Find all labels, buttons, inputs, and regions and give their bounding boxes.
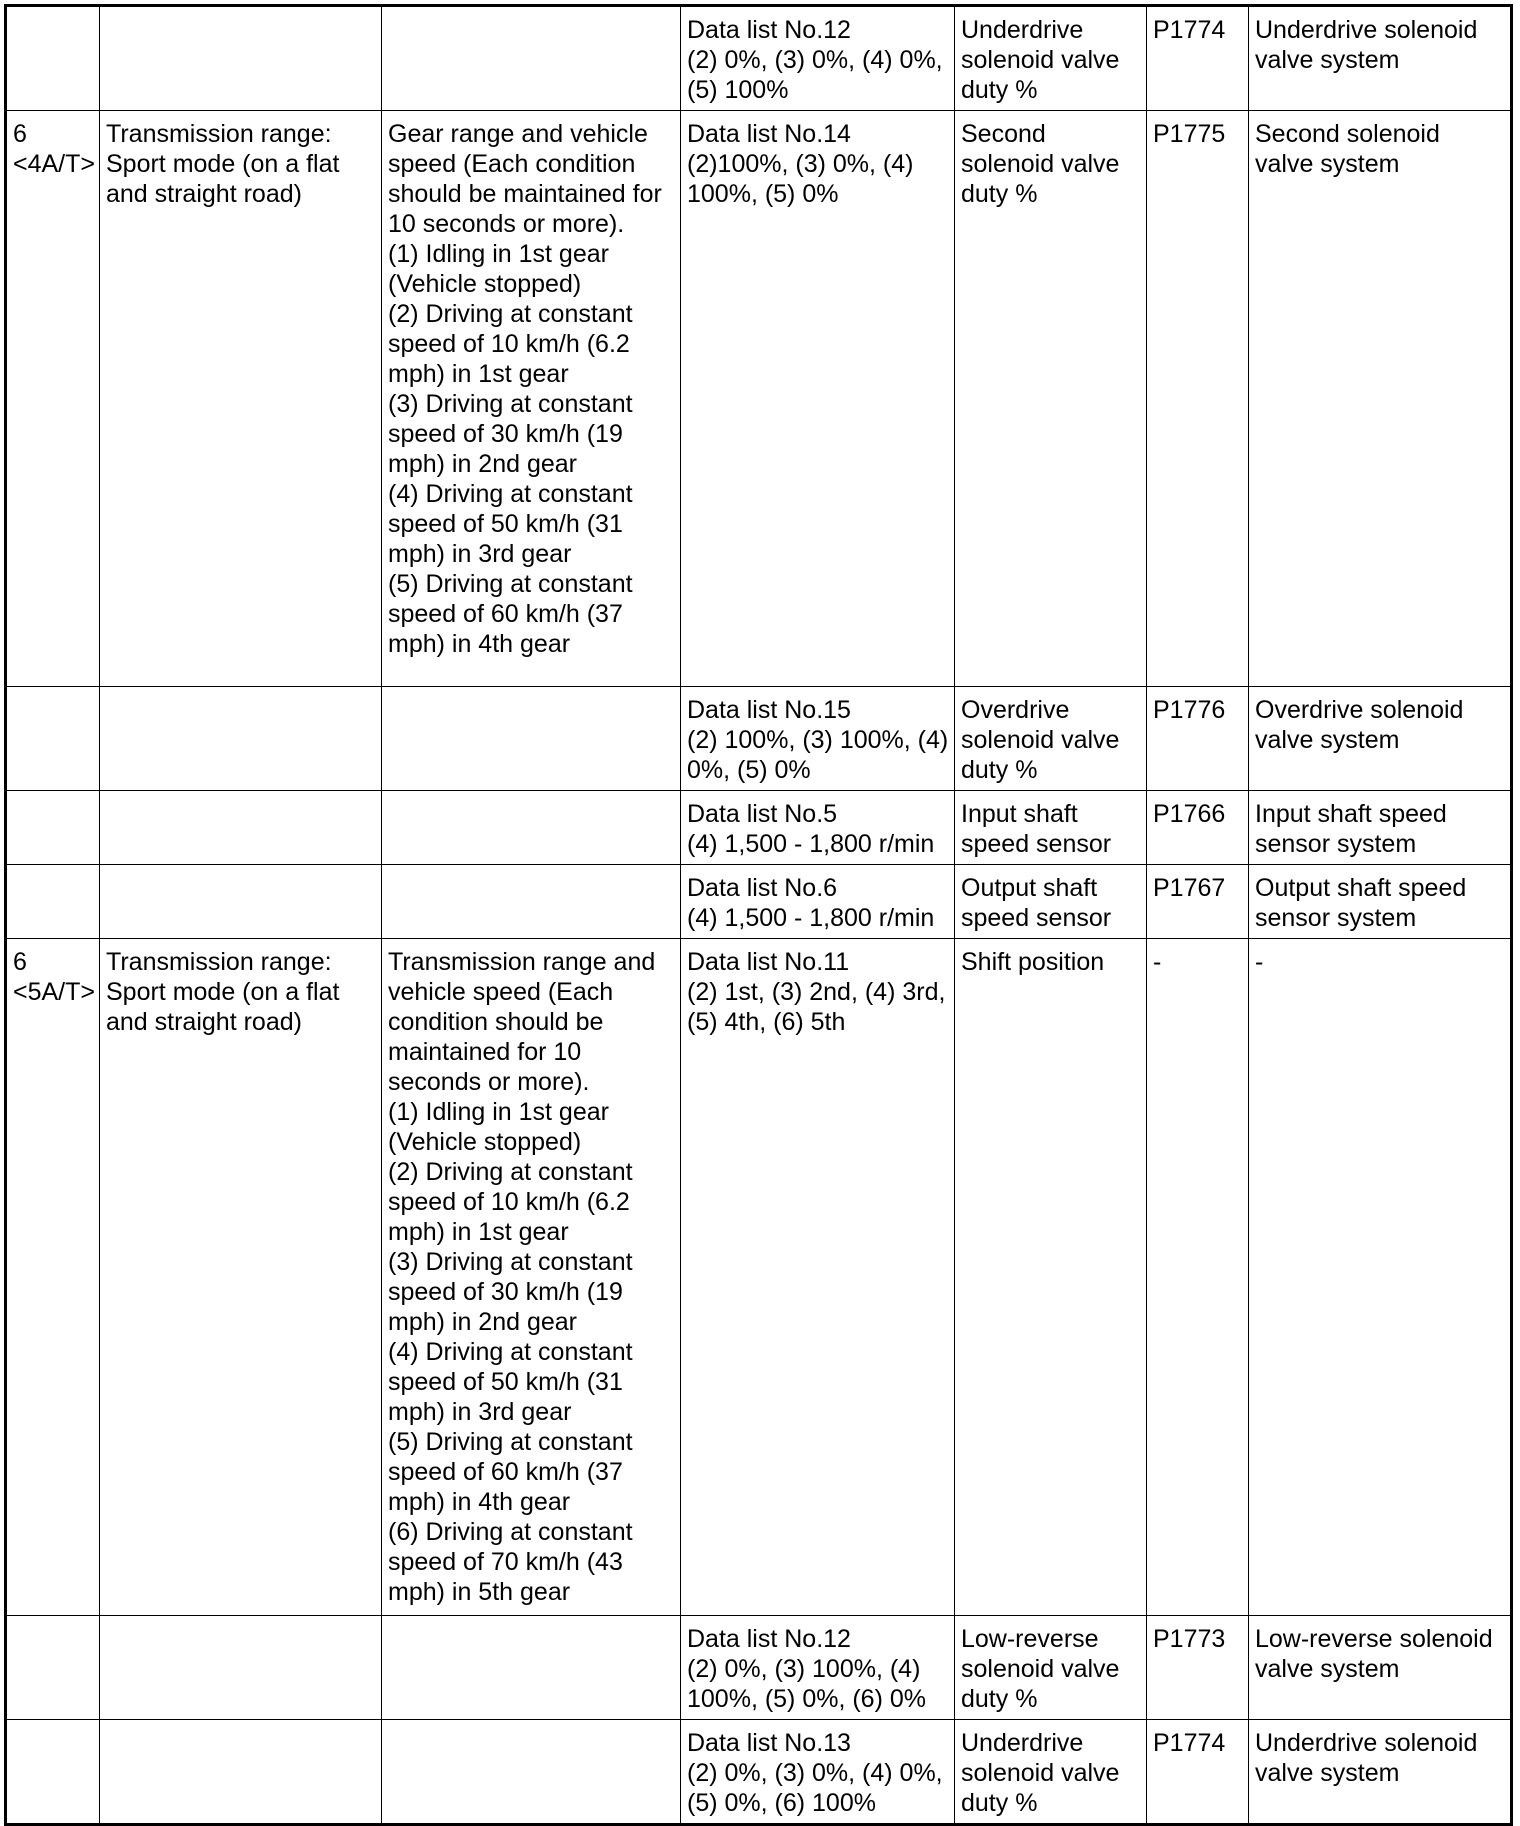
inspection-item-cell	[100, 865, 382, 939]
diagnosis-item-cell: Underdrive solenoid valve system	[1249, 6, 1512, 111]
inspection-condition-cell	[382, 6, 681, 111]
dtc-code-cell: P1776	[1147, 687, 1249, 791]
item-number-cell: 6 <4A/T>	[6, 111, 100, 687]
inspection-item-cell	[100, 1616, 382, 1720]
table-row	[6, 939, 1512, 1616]
inspection-item-cell	[100, 687, 382, 791]
reference-value-cell: Data list No.12 (2) 0%, (3) 100%, (4) 100%, (5) 0%, (6) 0%	[681, 1616, 955, 1720]
check-item-cell: Second solenoid valve duty %	[955, 111, 1147, 687]
inspection-condition-cell: Gear range and vehicle speed (Each condition should be maintained for 10 seconds or more). (1) Idling in 1st gear (Vehicle stopped) (2) Driving at constant speed of 10 km/h (6.2 mph) in 1st gear (3) Driving at constant speed of 30 km/h (19 mph) in 2nd gear (4) Driving at constant speed of 50 km/h (31 mph) in 3rd gear (5) Driving at constant speed of 60 km/h (37 mph) in 4th gear	[382, 111, 681, 687]
dtc-code-cell: P1773	[1147, 1616, 1249, 1720]
reference-value-cell: Data list No.12 (2) 0%, (3) 0%, (4) 0%, (5) 100%	[681, 6, 955, 111]
table-row	[6, 111, 1512, 687]
item-number-cell	[6, 1616, 100, 1720]
reference-value-cell: Data list No.6 (4) 1,500 - 1,800 r/min	[681, 865, 955, 939]
inspection-item-cell: Transmission range: Sport mode (on a flat and straight road)	[100, 939, 382, 1616]
inspection-condition-cell: Transmission range and vehicle speed (Each condition should be maintained for 10 seconds or more). (1) Idling in 1st gear (Vehicle stopped) (2) Driving at constant speed of 10 km/h (6.2 mph) in 1st gear (3) Driving at constant speed of 30 km/h (19 mph) in 2nd gear (4) Driving at constant speed of 50 km/h (31 mph) in 3rd gear (5) Driving at constant speed of 60 km/h (37 mph) in 4th gear (6) Driving at constant speed of 70 km/h (43 mph) in 5th gear	[382, 939, 681, 1616]
reference-value-cell: Data list No.5 (4) 1,500 - 1,800 r/min	[681, 791, 955, 865]
inspection-condition-cell	[382, 791, 681, 865]
inspection-item-cell	[100, 791, 382, 865]
diagnosis-item-cell: Output shaft speed sensor system	[1249, 865, 1512, 939]
diagnosis-item-cell: Underdrive solenoid valve system	[1249, 1720, 1512, 1825]
check-item-cell: Low-reverse solenoid valve duty %	[955, 1616, 1147, 1720]
inspection-condition-cell	[382, 687, 681, 791]
check-item-cell: Output shaft speed sensor	[955, 865, 1147, 939]
dtc-code-cell: P1774	[1147, 6, 1249, 111]
item-number-cell	[6, 1720, 100, 1825]
table-row	[6, 865, 1512, 939]
inspection-table	[4, 4, 1513, 1826]
table-row	[6, 791, 1512, 865]
reference-value-cell: Data list No.14 (2)100%, (3) 0%, (4) 100%, (5) 0%	[681, 111, 955, 687]
item-number-cell	[6, 865, 100, 939]
item-number-cell	[6, 6, 100, 111]
dtc-code-cell: -	[1147, 939, 1249, 1616]
inspection-condition-cell	[382, 1720, 681, 1825]
dtc-code-cell: P1767	[1147, 865, 1249, 939]
table-body	[6, 6, 1512, 1825]
inspection-condition-cell	[382, 1616, 681, 1720]
diagnosis-item-cell: -	[1249, 939, 1512, 1616]
diagnosis-item-cell: Second solenoid valve system	[1249, 111, 1512, 687]
check-item-cell: Input shaft speed sensor	[955, 791, 1147, 865]
inspection-condition-cell	[382, 865, 681, 939]
inspection-item-cell	[100, 1720, 382, 1825]
item-number-cell	[6, 687, 100, 791]
dtc-code-cell: P1775	[1147, 111, 1249, 687]
reference-value-cell: Data list No.15 (2) 100%, (3) 100%, (4) 0%, (5) 0%	[681, 687, 955, 791]
item-number-cell	[6, 791, 100, 865]
inspection-item-cell: Transmission range: Sport mode (on a flat and straight road)	[100, 111, 382, 687]
reference-value-cell: Data list No.11 (2) 1st, (3) 2nd, (4) 3rd, (5) 4th, (6) 5th	[681, 939, 955, 1616]
table-row	[6, 1720, 1512, 1825]
check-item-cell: Underdrive solenoid valve duty %	[955, 1720, 1147, 1825]
item-number-cell: 6 <5A/T>	[6, 939, 100, 1616]
dtc-code-cell: P1774	[1147, 1720, 1249, 1825]
check-item-cell: Overdrive solenoid valve duty %	[955, 687, 1147, 791]
reference-value-cell: Data list No.13 (2) 0%, (3) 0%, (4) 0%, (5) 0%, (6) 100%	[681, 1720, 955, 1825]
table-row	[6, 6, 1512, 111]
diagnosis-item-cell: Input shaft speed sensor system	[1249, 791, 1512, 865]
table-row	[6, 687, 1512, 791]
diagnosis-item-cell: Low-reverse solenoid valve system	[1249, 1616, 1512, 1720]
diagnosis-item-cell: Overdrive solenoid valve system	[1249, 687, 1512, 791]
dtc-code-cell: P1766	[1147, 791, 1249, 865]
check-item-cell: Underdrive solenoid valve duty %	[955, 6, 1147, 111]
table-row	[6, 1616, 1512, 1720]
inspection-item-cell	[100, 6, 382, 111]
check-item-cell: Shift position	[955, 939, 1147, 1616]
